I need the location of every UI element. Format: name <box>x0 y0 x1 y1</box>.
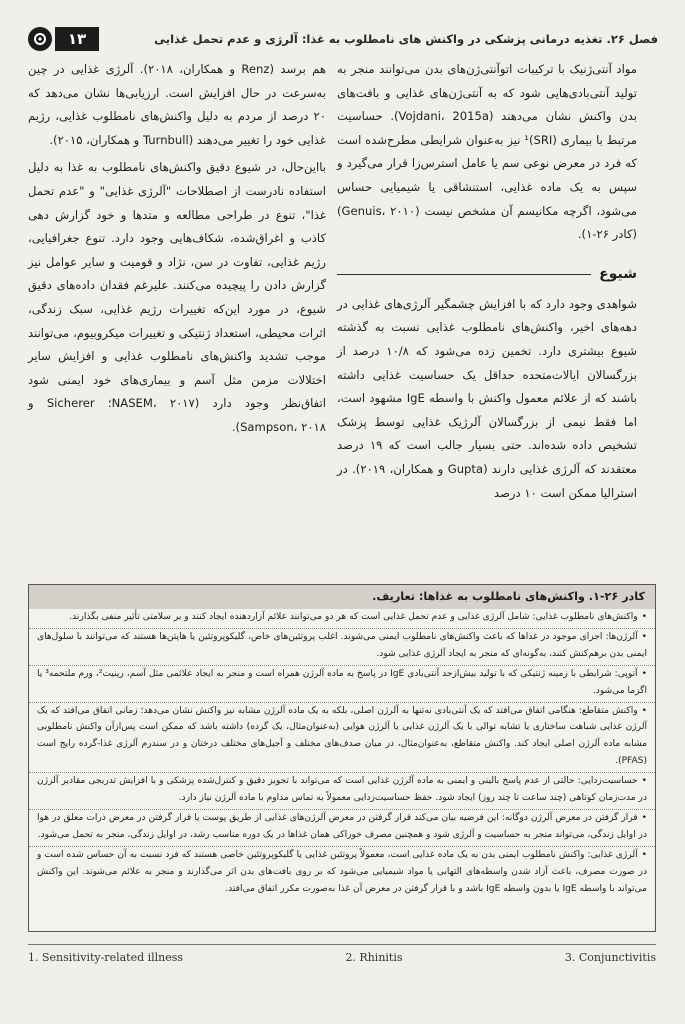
right-column <box>337 58 637 509</box>
running-header <box>28 25 658 53</box>
list-item <box>29 847 655 900</box>
bullet-icon: • <box>641 776 647 787</box>
definition-text: آلرژن‌ها: اجزای موجود در غذاها که باعث واکنش‌های نامطلوب ایمنی می‌شوند. اغلب پروتئین‌های خاص، گلیکوپروتئین یا هاپتن‌ها هستند که می‌توانند با سلول‌های ایمنی بدن برهم‌کنش کنند، به‌گونه‌ای که منجر به ایجاد آلرژی غذایی شود. <box>37 631 647 659</box>
page-number: ۱۳ <box>55 27 99 51</box>
definition-text: آتوپی: شرایطی با زمینه ژنتیکی که با تولید بیش‌ازحد آنتی‌بادی IgE در پاسخ به ماده آلرژن همراه است و منجر به ایجاد علائمی مثل آسم، رینیت²، ورم ملتحمه³ یا اگزما می‌شود. <box>37 668 647 696</box>
definition-text: آلرژی غذایی: واکنش نامطلوب ایمنی بدن به یک ماده غذایی است، معمولاً پروتئین غذایی یا گلیکوپروتئین خاصی هستند که فرد نسبت به آن حساس شده است و در صورت مصرف، باعث آزاد شدن واسطه‌های التهابی یا مواد شیمیایی می‌شود که بر روی بافت‌های بدن اثر می‌گذارند و منجر به علائم می‌شوند. این واکنش می‌تواند با واسطه IgE یا بدون واسطه IgE باشد و با قرار گرفتن در معرض آن غذا به‌صورت مکرر اتفاق می‌افتد. <box>37 849 647 894</box>
list-item <box>29 810 655 847</box>
definition-text: واکنش‌های نامطلوب غذایی: شامل آلرژی غذایی و عدم تحمل غذایی است که هر دو می‌توانند علائم آزاردهنده ایجاد کنند و بر سلامتی تأثیر منفی بگذارند. <box>69 612 638 622</box>
paragraph: مواد آنتی‌ژنیک با ترکیبات اتوآنتی‌ژن‌های بدن می‌توانند منجر به تولید آنتی‌بادی‌هایی شود که به آنتی‌ژن‌های غذایی و بافت‌های بدن واکنش نشان می‌دهند (Vojdani، 2015a). حساسیت مرتبط با بیماری (SRI)¹ نیز به‌عنوان شرایطی مطرح‌شده است که فرد در معرض نوعی سم یا عامل استرس‌زا قرار می‌گیرد و سپس به یک ماده غذایی، استنشاقی یا شیمیایی حساس می‌شود، اگرچه مکانیسم آن مشخص نیست (Genuis، ۲۰۱۰) (کادر ۲۶-۱). <box>337 62 637 242</box>
definitions-list <box>29 609 655 900</box>
chapter-title: فصل ۲۶. تغذیه درمانی پزشکی در واکنش های نامطلوب به غذا: آلرژی و عدم تحمل غذایی <box>154 32 658 46</box>
definition-text: قرار گرفتن در معرض آلرژن دوگانه: این فرضیه بیان می‌کند قرار گرفتن در معرض آلرژن‌های غذایی از طریق پوست یا قرار گرفتن در معرض ذرات معلق در هوا در اوایل زندگی، می‌تواند منجر به حساسیت و آلرژی شود و همچنین مصرف خوراکی همان غذاها در یک دوره مناسب رشد، در اوایل زندگی، منجر به تحمل می‌شود. <box>37 812 647 840</box>
bullet-icon: • <box>641 631 647 642</box>
paragraph: شواهدی وجود دارد که با افزایش چشمگیر آلرژی‌های غذایی در دهه‌های اخیر، واکنش‌های نامطلوب غذایی نسبت به گذشته شیوع بیشتری دارد. تخمین زده می‌شود که ۱۰/۸ درصد از بزرگسالان ایالات‌متحده حداقل یک حساسیت غذایی داشته باشند که از علائم معمول واکنش با واسطه IgE مشهود است، اما فقط نیمی از بزرگسالان آلرژیک غذایی توسط پزشک تشخیص داده شده‌اند. حتی بسیار جالب است که ۱۹ درصد معتقدند که آلرژی غذایی دارند (Gupta و همکاران، ۲۰۱۹). در استرالیا ممکن است ۱۰ درصد <box>337 296 638 500</box>
paragraph: هم برسد (Renz و همکاران، ۲۰۱۸). آلرژی غذایی در چین به‌سرعت در حال افزایش است. ارزیابی‌ها نشان می‌دهد که ۲۰ درصد از مردم به دلیل واکنش‌های نامطلوب غذایی، رژیم غذایی خود را تغییر می‌دهند (Turnbull و همکاران، ۲۰۱۵). <box>28 62 326 147</box>
box-title: کادر ۲۶-۱. واکنش‌های نامطلوب به غذاها: تعاریف. <box>29 585 655 609</box>
definition-text: واکنش متقاطع: هنگامی اتفاق می‌افتد که یک آنتی‌بادی نه‌تنها به آلرژن اصلی، بلکه به یک ماده آلرژن مشابه نیز واکنش نشان می‌دهد؛ زمانی اتفاق می‌افتد که یک آلرژن غذایی شباهت ساختاری یا تشابه توالی با یک آلرژن غذایی یا آلرژن هوایی (به‌عنوان‌مثال، یک گرده) داشته باشد که ممکن است پس‌ازآن واکنش نامطلوبی مشابه ماده آلرژن اصلی ایجاد کند. واکنش متقاطع، به‌عنوان‌مثال، در میان صدف‌های مختلف و آجیل‌های مختلف درختان و در سندرم آلرژی غذا-گرده رایج است (PFAS). <box>37 705 647 767</box>
bullet-icon: • <box>641 612 647 622</box>
footnotes <box>28 944 656 964</box>
bullet-icon: • <box>641 705 647 716</box>
list-item <box>29 609 655 629</box>
definitions-box <box>28 584 656 932</box>
list-item <box>29 773 655 810</box>
footnote: 3. Conjunctivitis <box>564 951 656 964</box>
publisher-logo-icon <box>28 27 52 51</box>
bullet-icon: • <box>641 812 647 823</box>
list-item <box>29 666 655 703</box>
footnote: 1. Sensitivity-related illness <box>28 951 184 964</box>
footnote: 2. Rhinitis <box>345 951 403 964</box>
definition-text: حساسیت‌زدایی: حالتی از عدم پاسخ بالینی و ایمنی به ماده آلرژن غذایی است که می‌تواند با تجویز دقیق و کنترل‌شده پزشکی و با افزایش تدریجی مقادیر آلرژن در مدت‌زمان کوتاهی (چند ساعت تا چند روز) ایجاد شود. حفظ حساسیت‌زدایی معمولاً به تماس مداوم با ماده آلرژن نیاز دارد. <box>37 776 647 804</box>
list-item <box>29 703 655 774</box>
list-item <box>29 629 655 666</box>
left-column <box>28 58 326 444</box>
bullet-icon: • <box>641 849 647 860</box>
page-number-badge <box>28 27 99 51</box>
section-heading <box>337 261 637 287</box>
section-title: شیوع <box>591 261 637 287</box>
paragraph: بااین‌حال، در شیوع دقیق واکنش‌های نامطلوب به غذا به دلیل استفاده نادرست از اصطلاحات "آلرژی غذایی" و "عدم تحمل غذا"، تنوع در طراحی مطالعه و متدها و خود گزارش دهی کاذب و اغراق‌شده، شکاف‌هایی وجود دارد. تنوع جغرافیایی، رژیم غذایی، تفاوت در سن، نژاد و قومیت و سایر عوامل نیز گزارش دادن را پیچیده می‌کنند. علیرغم فقدان داده‌های دقیق شیوع، در مورد این‌که تغییرات رژیم غذایی، سبک زندگی، اثرات محیطی، استعداد ژنتیکی و تغییرات میکروبیوم، می‌توانند موجب تشدید واکنش‌های نامطلوب غذایی و افزایش سایر اختلالات مزمن مثل آسم و بیماری‌های خود ایمنی شود اتفاق‌نظر وجود دارد (NASEM، ۲۰۱۷؛ Sicherer و Sampson، ۲۰۱۸). <box>28 160 326 434</box>
bullet-icon: • <box>641 668 647 679</box>
